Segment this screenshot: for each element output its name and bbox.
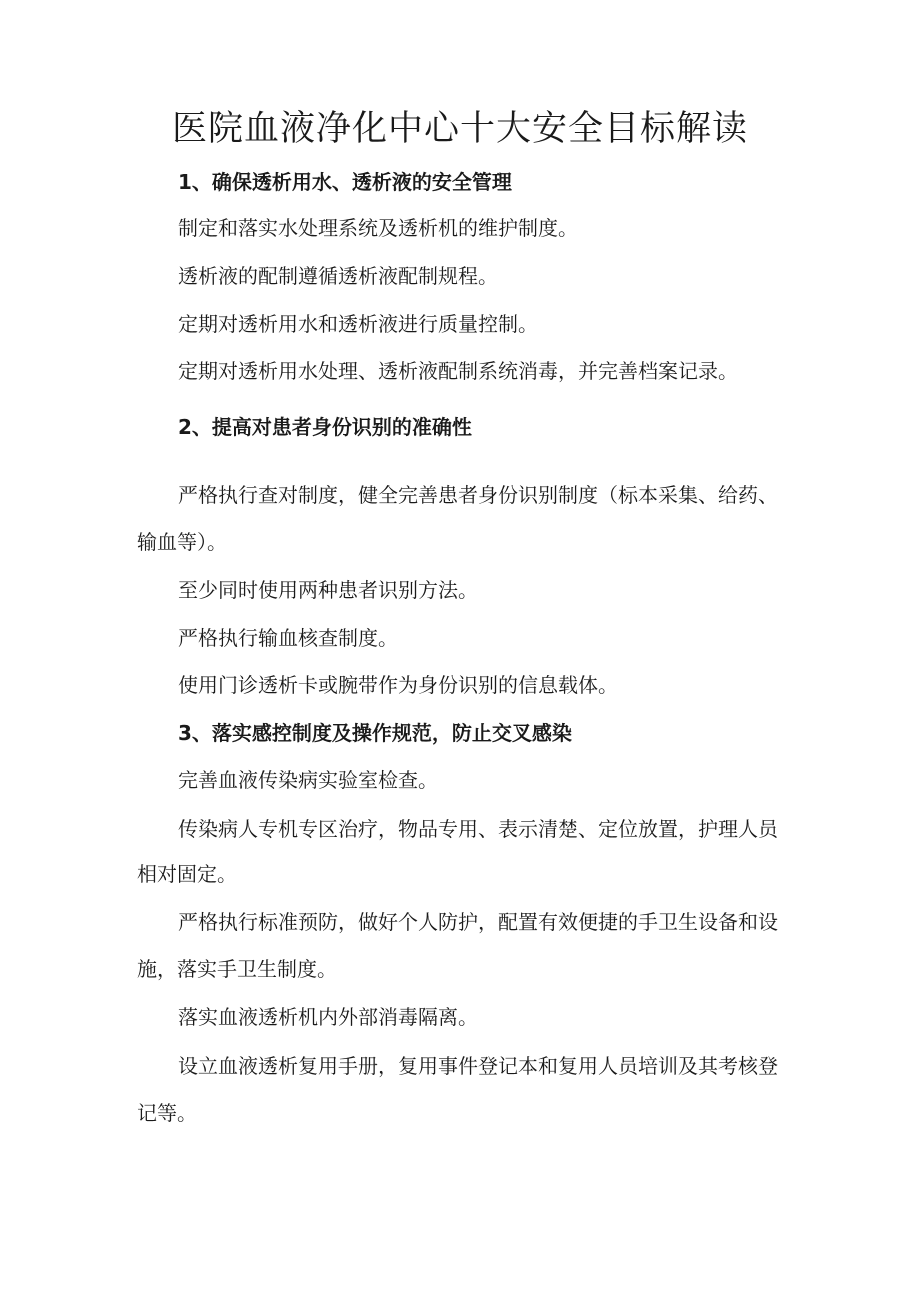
section-2-paragraph-4: 使用门诊透析卡或腕带作为身份识别的信息载体。 [178, 673, 618, 697]
section-2-paragraph-2: 至少同时使用两种患者识别方法。 [178, 578, 478, 602]
section-1-paragraph-2: 透析液的配制遵循透析液配制规程。 [178, 264, 498, 288]
section-1-paragraph-4: 定期对透析用水处理、透析液配制系统消毒，并完善档案记录。 [178, 359, 738, 383]
section-2-paragraph-3: 严格执行输血核查制度。 [178, 626, 398, 650]
section-1-heading: 1、确保透析用水、透析液的安全管理 [178, 170, 512, 194]
section-3-paragraph-3-line-1: 严格执行标准预防，做好个人防护，配置有效便捷的手卫生设备和设 [178, 910, 778, 934]
section-3-paragraph-5-line-2: 记等。 [137, 1101, 197, 1125]
section-2-heading: 2、提高对患者身份识别的准确性 [178, 415, 472, 439]
document-title: 医院血液净化中心十大安全目标解读 [171, 109, 748, 149]
section-3-paragraph-5-line-1: 设立血液透析复用手册，复用事件登记本和复用人员培训及其考核登 [178, 1054, 778, 1078]
section-3-paragraph-1: 完善血液传染病实验室检查。 [178, 768, 438, 792]
section-3-paragraph-2-line-1: 传染病人专机专区治疗，物品专用、表示清楚、定位放置，护理人员 [178, 817, 778, 841]
section-3-paragraph-2-line-2: 相对固定。 [137, 862, 237, 886]
section-1-paragraph-1: 制定和落实水处理系统及透析机的维护制度。 [178, 216, 578, 240]
section-3-heading: 3、落实感控制度及操作规范，防止交叉感染 [178, 721, 572, 745]
section-3-paragraph-4: 落实血液透析机内外部消毒隔离。 [178, 1005, 478, 1029]
section-3-paragraph-3-line-2: 施，落实手卫生制度。 [137, 957, 337, 981]
section-2-paragraph-1-line-2: 输血等）。 [137, 530, 227, 554]
section-1-paragraph-3: 定期对透析用水和透析液进行质量控制。 [178, 312, 538, 336]
section-2-paragraph-1-line-1: 严格执行查对制度，健全完善患者身份识别制度（标本采集、给药、 [178, 483, 778, 507]
